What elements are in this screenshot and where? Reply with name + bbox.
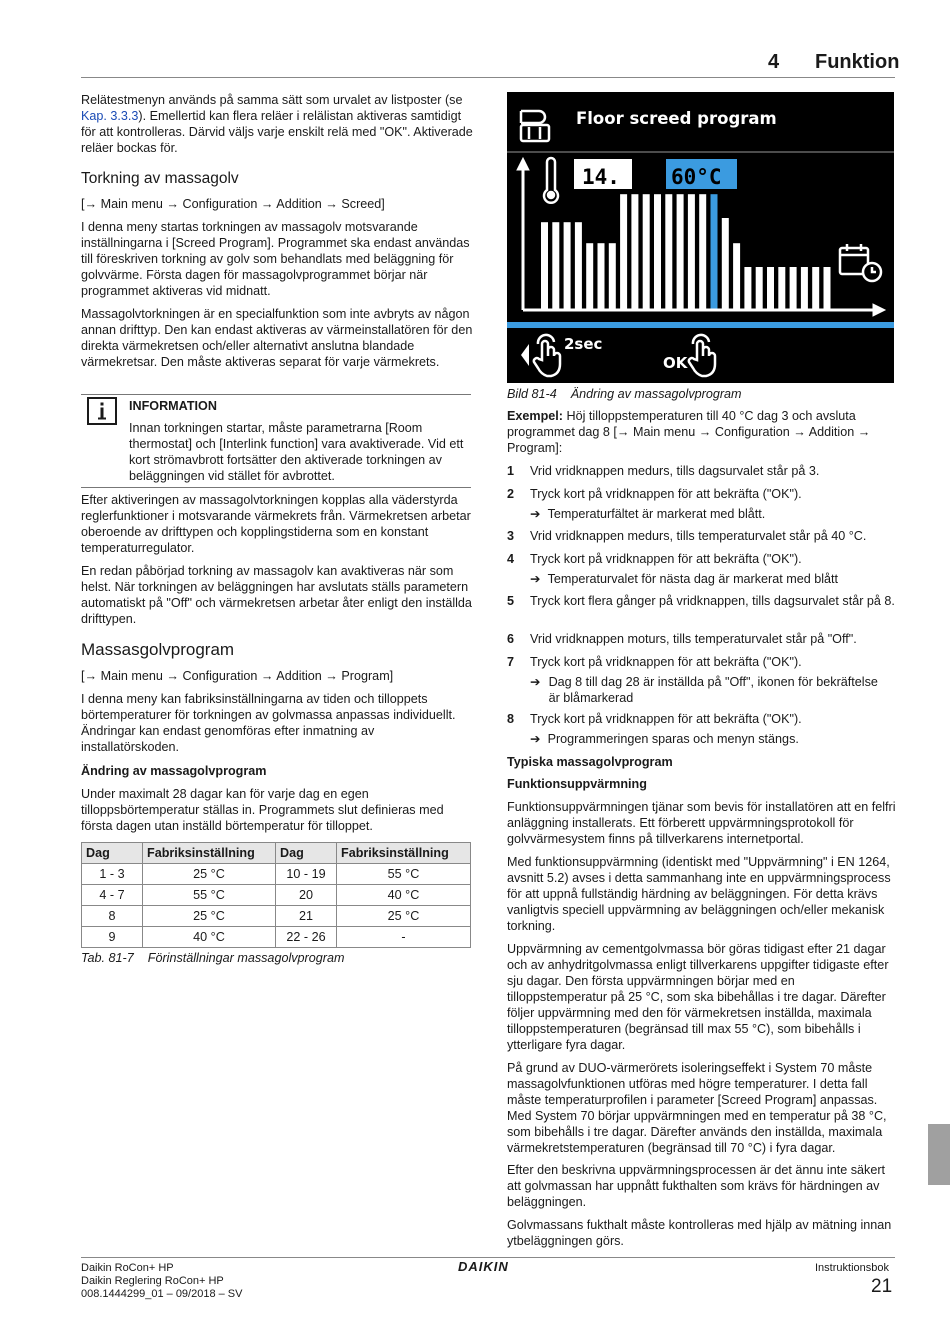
table-cell: 1 - 3 [82, 864, 143, 885]
right-arrow-icon: ➔ [530, 572, 541, 586]
day-bar [575, 222, 582, 309]
table-row [82, 927, 471, 948]
day-bar [564, 222, 571, 309]
day-bar [631, 194, 638, 309]
right-arrow-icon: ➔ [530, 675, 541, 689]
table-cell: 20 [276, 885, 337, 906]
info-text: Innan torkningen startar, måste parametrarna [Room thermostat] och [Interlink function] vara avaktiverade. Vid ett kort strömavbrott fortsätter den aktiverade torkningen av beläggningen vid stället för avbrottet. [129, 421, 464, 483]
day-bar [586, 243, 593, 309]
intro-paragraph: Relätestmenyn används på samma sätt som urvalet av listposter (se Kap. 3.3.3). Emellertid kan flera reläer i relälistan aktiveras samtidigt för att kontrolleras. Därvid väljs varje enskilt relä med "OK". Aktiverade reläer bockas för. [81, 93, 473, 155]
information-icon [87, 397, 117, 425]
day-bar [744, 267, 751, 309]
factory-settings-table [81, 842, 471, 948]
table-cell: 25 °C [143, 906, 276, 927]
table-cell: 40 °C [337, 885, 471, 906]
step-4: 4 Tryck kort på vridknappen för att bekräfta ("OK"). ➔ Temperaturvalet för nästa dag är markerat med blått [507, 551, 897, 587]
chapter-number: 4 [768, 51, 780, 73]
function-paragraph-3: Uppvärmning av cementgolvmassa bör göras tidigast efter 21 dagar och av anhydritgolvmassa enligt tillverkarens uppgifter tidigaste efter sju dagar. Den första uppvärmningen börjar med en tilloppstemperatur på 25 °C, som ska bibehållas i tre dagar. Därefter följer uppvärmning med den för värmekretsen inställda, maximala tilloppstemperaturen (begränsad till max 55 °C), som bibehålls i ytterligare fyra dagar. [507, 942, 889, 1052]
change-paragraph: Under maximalt 28 dagar kan för varje dag en egen tilloppsbörtemperatur ställas in. Programmets slut definieras med första dagen utan inställd börtemperatur för tilloppet. [81, 787, 444, 833]
screed-paragraph-4: En redan påbörjad torkning av massagolv kan avaktiveras när som helst. När torkningen av beläggningen har avslutats ställs parametern automatiskt på "Off" och värmekretsen arbetar åter enligt den inställda drifttypen. [81, 564, 472, 626]
day-bar [824, 267, 831, 309]
table-cell: 10 - 19 [276, 864, 337, 885]
ok-touch-hand-icon[interactable] [689, 335, 715, 376]
screed-display-screenshot [507, 92, 894, 383]
screed-program-icon [521, 111, 549, 141]
chapter-link[interactable]: Kap. 3.3.3 [81, 109, 139, 123]
figure-caption: Bild 81-4 Ändring av massagolvprogram [507, 387, 742, 401]
temperature-value: 60°C [671, 165, 722, 189]
step-result: ➔ Programmeringen sparas och menyn stängs. [530, 732, 799, 746]
display-title: Floor screed program [576, 109, 777, 128]
table-row [82, 906, 471, 927]
table-cell: 22 - 26 [276, 927, 337, 948]
typical-heading: Typiska massagolvprogram [507, 755, 673, 769]
step-6: 6 Vrid vridknappen moturs, tills temperaturvalet står på "Off". [507, 632, 857, 646]
display-graphic [507, 92, 894, 383]
table-cell: 25 °C [337, 906, 471, 927]
table-cell: 55 °C [337, 864, 471, 885]
accent-strip [507, 322, 894, 328]
day-bars [541, 194, 831, 309]
step-result: ➔ Temperaturvalet för nästa dag är markerat med blått [530, 572, 839, 586]
function-heating-heading: Funktionsuppvärmning [507, 777, 647, 791]
change-heading: Ändring av massagolvprogram [81, 764, 267, 778]
step-1: 1 Vrid vridknappen medurs, tills dagsurvalet står på 3. [507, 464, 820, 478]
touch-hand-icon[interactable] [534, 335, 560, 376]
thermometer-icon [544, 158, 558, 203]
screed-heading: Torkning av massagolv [81, 170, 239, 187]
step-result: ➔ Temperaturfältet är markerat med blått. [530, 507, 766, 521]
chapter-title: Funktion [815, 51, 900, 73]
day-bar [722, 218, 729, 309]
function-paragraph-2: Med funktionsuppvärmning (identiskt med "Uppvärmning" i EN 1264, avsnitt 5.2) avses i detta sammanhang inte en uppvärmningsprocess för att uppnå fullständig härdning av beläggningen. För detta krävs vanligtvis speciell uppvärmning av beläggningen och/eller mekanisk torkning. [507, 855, 891, 933]
day-bar [801, 267, 808, 309]
day-bar [688, 194, 695, 309]
day-bar [665, 194, 672, 309]
program-paragraph-1: I denna meny kan fabriksinställningarna av tiden och tilloppets börtemperaturer för torkningen av golvmassa anpassas individuellt. Ändringar kan endast genomföras efter inmatning av installatörskoden. [81, 692, 456, 754]
day-value: 14. [582, 165, 620, 189]
day-bar [541, 222, 548, 309]
daikin-logo: DAIKIN [458, 1259, 509, 1274]
table-header-row [82, 843, 471, 864]
table-cell: 9 [82, 927, 143, 948]
footer-doc-type: Instruktionsbok [815, 1262, 889, 1274]
footer-product-info: Daikin RoCon+ HP Daikin Reglering RoCon+ HP 008.1444299_01 – 09/2018 – SV [81, 1262, 243, 1300]
step-5: 5 Tryck kort flera gånger på vridknappen, tills dagsurvalet står på 8. [507, 594, 895, 608]
screed-paragraph-2: Massagolvtorkningen är en specialfunktion som inte avbryts av någon annan drifttyp. Den kan endast aktiveras av värmeinstallatören för den direkta värmekretsen och/eller alternativt anslutna blandade värmekretsar. Den måste aktiveras separat för varje värmekrets. [81, 307, 473, 369]
day-bar [699, 194, 706, 309]
y-axis-arrow [517, 158, 529, 310]
step-8: 8 Tryck kort på vridknappen för att bekräfta ("OK"). ➔ Programmeringen sparas och menyn stängs. [507, 711, 897, 747]
step-result: ➔ Dag 8 till dag 28 är inställda på "Off", ikonen för bekräftelse är blåmarkerad [530, 675, 878, 705]
footer-rule [81, 1257, 895, 1258]
function-paragraph-1: Funktionsuppvärmningen tjänar som bevis för installatören att en felfri anläggning installerats. Ett förberett uppvärmningsprotokoll för golvvärmesystem finns på tillverkarens internetportal. [507, 800, 896, 846]
table-header: Dag [276, 843, 337, 864]
example-paragraph: Exempel: Höj tilloppstemperaturen till 40 °C dag 3 och avsluta programmet dag 8 [→ Main menu → Configuration → Addition → Program]: [507, 409, 871, 455]
program-menu-path: [→ Main menu → Configuration → Addition → Program] [81, 669, 394, 683]
ok-label: OK [663, 354, 688, 372]
calendar-clock-icon [840, 244, 881, 281]
day-bar [767, 267, 774, 309]
screed-paragraph-3: Efter aktiveringen av massagolvtorkningen kopplas alla väderstyrda reglerfunktioner i motsvarande värmekrets från. Värmekretsen arbetar oberoende av drifttypen och kopplingstiderna som en konstant temperaturregulator. [81, 493, 471, 555]
back-arrow-icon[interactable] [521, 344, 529, 366]
table-cell: - [337, 927, 471, 948]
page-number: 21 [871, 1276, 893, 1297]
info-bottom-rule [81, 487, 471, 488]
day-bar [790, 267, 797, 309]
day-bar [711, 194, 718, 309]
function-paragraph-4: På grund av DUO-värmerörets isoleringseffekt i System 70 måste massagolvfunktionen utföras med högre temperaturer. I detta fall måste temperaturprofilen i parameter [Screed Program] anpassas. Med System 70 börjar uppvärmningen med en temperatur på 38 °C, som bibehålls i tre dagar. Därefter används den inställda, maximala värmekretstemperaturen (begränsad till 70 °C) i fyra dagar. [507, 1061, 887, 1155]
table-cell: 4 - 7 [82, 885, 143, 906]
right-arrow-icon: ➔ [530, 507, 541, 521]
header-rule [81, 77, 895, 78]
day-bar [598, 243, 605, 309]
table-caption: Tab. 81-7 Förinställningar massagolvprogram [81, 951, 345, 965]
day-bar [756, 267, 763, 309]
table-header: Fabriksinställning [143, 843, 276, 864]
day-bar [609, 243, 616, 309]
step-3: 3 Vrid vridknappen medurs, tills temperaturvalet står på 40 °C. [507, 529, 867, 543]
day-bar [620, 194, 627, 309]
table-cell: 55 °C [143, 885, 276, 906]
day-bar [643, 194, 650, 309]
day-bar [677, 194, 684, 309]
info-title: INFORMATION [129, 399, 217, 413]
hold-duration-label: 2sec [564, 335, 603, 353]
info-top-rule [81, 394, 471, 395]
table-row [82, 885, 471, 906]
table-header: Fabriksinställning [337, 843, 471, 864]
table-cell: 8 [82, 906, 143, 927]
step-2: 2 Tryck kort på vridknappen för att bekräfta ("OK"). ➔ Temperaturfältet är markerat med blått. [507, 486, 897, 522]
table-row [82, 864, 471, 885]
day-bar [654, 194, 661, 309]
chapter-thumb-tab [928, 1124, 950, 1185]
day-bar [812, 267, 819, 309]
day-bar [733, 243, 740, 309]
day-bar [778, 267, 785, 309]
screed-paragraph-1: I denna meny startas torkningen av massagolv motsvarande inställningarna i [Screed Program]. Programmet ska endast användas till föreskriven torkning av golv som behandlats med beläggning för golvvärme. Första dagen för massagolvprogrammet börjar när programmet aktiveras vid midnatt. [81, 220, 470, 298]
table-header: Dag [82, 843, 143, 864]
screed-menu-path: [→ Main menu → Configuration → Addition → Screed] [81, 197, 385, 211]
step-7: 7 Tryck kort på vridknappen för att bekräfta ("OK"). ➔ Dag 8 till dag 28 är inställda på "Off", ikonen för bekräftelse är blåmarkerad [507, 654, 897, 704]
table-cell: 25 °C [143, 864, 276, 885]
program-heading: Massasgolvprogram [81, 640, 235, 659]
right-arrow-icon: ➔ [530, 732, 541, 746]
day-bar [552, 222, 559, 309]
table-cell: 40 °C [143, 927, 276, 948]
example-label: Exempel: [507, 409, 563, 423]
function-paragraph-6: Golvmassans fukthalt måste kontrolleras med hjälp av mätning innan ytbeläggningen görs. [507, 1218, 892, 1248]
function-paragraph-5: Efter den beskrivna uppvärmningsprocessen är det ännu inte säkert att golvmassan har uppnått fukthalten som krävs för härdningen av beläggningen. [507, 1163, 886, 1209]
table-cell: 21 [276, 906, 337, 927]
